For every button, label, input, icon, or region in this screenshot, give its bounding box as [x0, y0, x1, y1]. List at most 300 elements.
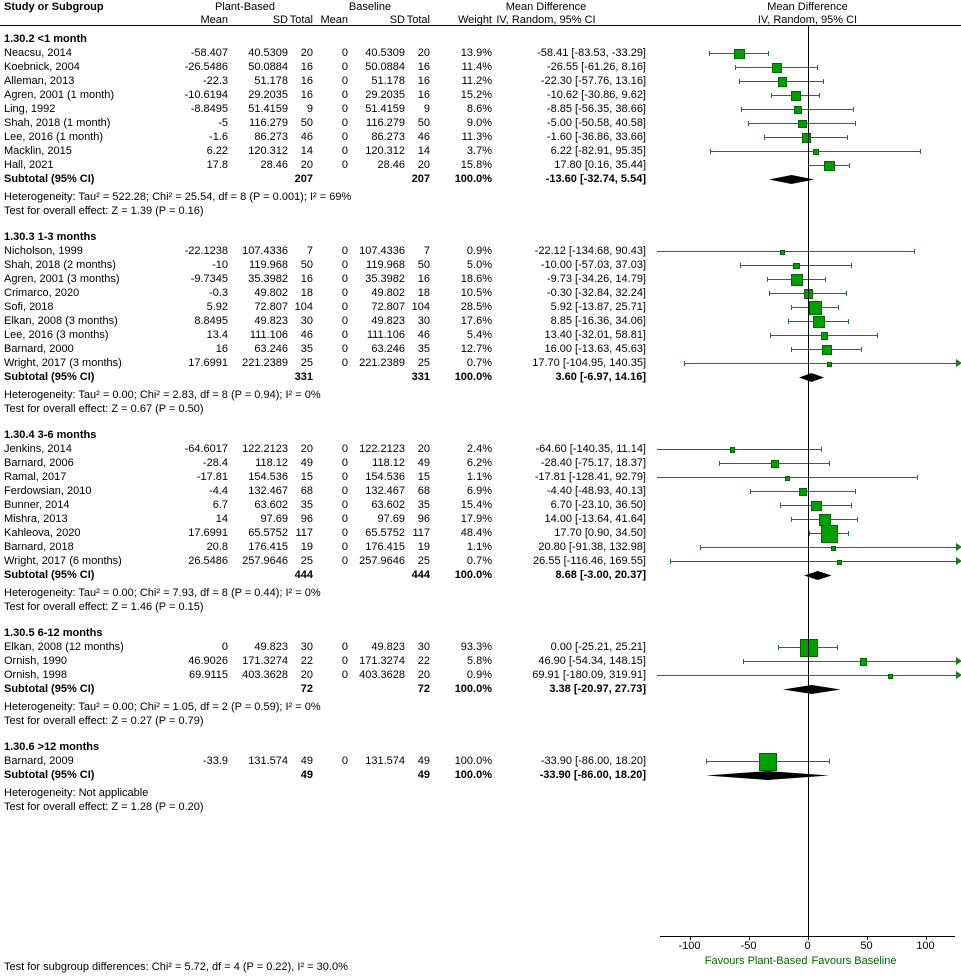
- group-header-plant-based: Plant-Based: [215, 1, 275, 13]
- subtotal-effect-ci: 3.38 [-20.97, 27.73]: [549, 683, 646, 695]
- study-total-baseline: 117: [412, 527, 430, 539]
- study-total: 16: [300, 75, 313, 87]
- study-total-baseline: 35: [417, 343, 430, 355]
- study-name: Alleman, 2013: [4, 75, 75, 87]
- study-weight: 10.5%: [460, 287, 492, 299]
- study-effect-ci: -22.30 [-57.76, 13.16]: [540, 75, 646, 87]
- study-weight: 0.7%: [466, 555, 492, 567]
- point-estimate: [772, 63, 781, 72]
- ci-arrow-right: [956, 671, 961, 679]
- col-header-sd2: SD: [389, 14, 405, 26]
- ci-cap-left: [791, 347, 792, 352]
- study-mean: 6.22: [206, 145, 228, 157]
- ci-cap-left: [719, 461, 720, 466]
- ci-cap-right: [914, 249, 915, 254]
- ci-cap-right: [825, 277, 826, 282]
- subtotal-label: Subtotal (95% CI): [4, 683, 95, 695]
- subtotal-total: 444: [294, 569, 313, 581]
- study-mean: 6.7: [212, 499, 228, 511]
- subgroup-label-4: 1.30.6 >12 months: [4, 741, 100, 753]
- study-total-baseline: 16: [417, 75, 430, 87]
- study-mean: -4.4: [209, 485, 228, 497]
- study-sd: 49.823: [254, 315, 288, 327]
- study-mean: -64.6017: [184, 443, 228, 455]
- axis-tick-label: -100: [678, 940, 701, 952]
- study-sd: 28.46: [260, 159, 288, 171]
- study-mean-baseline: 0: [341, 159, 348, 171]
- study-total-baseline: 25: [417, 555, 430, 567]
- study-mean: -9.7345: [190, 273, 228, 285]
- heterogeneity-text: Heterogeneity: Not applicable: [4, 787, 149, 799]
- study-effect-ci: -64.60 [-140.35, 11.14]: [535, 443, 646, 455]
- heterogeneity-text: Heterogeneity: Tau² = 0.00; Chi² = 7.93, df = 8 (P = 0.44); I² = 0%: [4, 587, 321, 599]
- study-mean-baseline: 0: [341, 329, 348, 341]
- study-total: 96: [300, 513, 313, 525]
- study-mean: -10.6194: [184, 89, 228, 101]
- study-total-baseline: 50: [417, 259, 430, 271]
- axis-tick-label: 0: [804, 940, 811, 952]
- ci-line: [657, 449, 821, 450]
- study-effect-ci: -8.85 [-56.35, 38.66]: [546, 103, 646, 115]
- study-weight: 6.9%: [466, 485, 492, 497]
- study-sd: 63.602: [254, 499, 288, 511]
- ci-cap-right: [848, 319, 849, 324]
- subtotal-diamond: [797, 372, 826, 383]
- study-total: 16: [300, 273, 313, 285]
- study-sd: 97.69: [260, 513, 288, 525]
- study-total: 20: [300, 669, 313, 681]
- subtotal-effect-ci: -13.60 [-32.74, 5.54]: [545, 173, 646, 185]
- col-header-sd: SD: [272, 14, 288, 26]
- study-sd-baseline: 50.0884: [365, 61, 405, 73]
- study-sd: 49.823: [254, 641, 288, 653]
- study-name: Agren, 2001 (3 months): [4, 273, 120, 285]
- study-sd: 63.246: [254, 343, 288, 355]
- ci-cap-left: [739, 79, 740, 84]
- study-mean-baseline: 0: [341, 117, 348, 129]
- study-sd: 111.106: [249, 329, 288, 341]
- subtotal-total: 72: [300, 683, 313, 695]
- study-sd: 154.536: [248, 471, 288, 483]
- study-weight: 11.3%: [461, 131, 492, 143]
- study-total-baseline: 50: [417, 117, 430, 129]
- subgroup-differences-test: Test for subgroup differences: Chi² = 5.72, df = 4 (P = 0.22), I² = 30.0%: [4, 961, 348, 973]
- study-name: Barnard, 2009: [4, 755, 74, 767]
- col-header-mean: Mean: [200, 14, 228, 26]
- study-mean-baseline: 0: [341, 499, 348, 511]
- study-sd: 86.273: [254, 131, 288, 143]
- study-weight: 48.4%: [460, 527, 492, 539]
- study-mean-baseline: 0: [341, 457, 348, 469]
- study-mean: -28.4: [202, 457, 228, 469]
- study-name: Kahleova, 2020: [4, 527, 81, 539]
- ci-line: [684, 363, 958, 364]
- study-weight: 0.9%: [466, 245, 492, 257]
- point-estimate: [831, 546, 836, 551]
- subgroup-label-1: 1.30.3 1-3 months: [4, 231, 97, 243]
- study-mean: -10: [212, 259, 228, 271]
- study-sd-baseline: 257.9646: [359, 555, 405, 567]
- study-weight: 12.7%: [460, 343, 492, 355]
- study-sd: 50.0884: [248, 61, 288, 73]
- study-sd-baseline: 63.602: [371, 499, 405, 511]
- study-sd-baseline: 72.807: [371, 301, 405, 313]
- study-mean-baseline: 0: [341, 471, 348, 483]
- study-mean-baseline: 0: [341, 287, 348, 299]
- study-sd: 116.279: [249, 117, 288, 129]
- ci-cap-right: [851, 503, 852, 508]
- subtotal-label: Subtotal (95% CI): [4, 173, 95, 185]
- overall-effect-test: Test for overall effect: Z = 1.46 (P = 0.15): [4, 601, 204, 613]
- study-sd-baseline: 86.273: [371, 131, 405, 143]
- header-rule: [0, 25, 961, 26]
- point-estimate: [771, 460, 778, 467]
- subgroup-label-3: 1.30.5 6-12 months: [4, 627, 103, 639]
- study-weight: 15.8%: [460, 159, 492, 171]
- study-weight: 28.5%: [460, 301, 492, 313]
- study-name: Jenkins, 2014: [4, 443, 72, 455]
- study-name: Wright, 2017 (6 months): [4, 555, 122, 567]
- study-effect-ci: -4.40 [-48.93, 40.13]: [546, 485, 646, 497]
- study-weight: 13.9%: [460, 47, 492, 59]
- ci-cap-right: [821, 447, 822, 452]
- study-weight: 5.0%: [466, 259, 492, 271]
- study-effect-ci: 16.00 [-13.63, 45.63]: [544, 343, 646, 355]
- study-name: Macklin, 2015: [4, 145, 72, 157]
- ci-line: [743, 661, 958, 662]
- ci-cap-right: [768, 51, 769, 56]
- ci-cap-left: [788, 319, 789, 324]
- subtotal-weight: 100.0%: [454, 569, 492, 581]
- study-total-baseline: 19: [417, 541, 430, 553]
- ci-cap-right: [817, 65, 818, 70]
- study-sd: 119.968: [249, 259, 288, 271]
- ci-cap-right: [819, 93, 820, 98]
- study-total: 117: [295, 527, 313, 539]
- study-mean: -8.8495: [190, 103, 228, 115]
- study-mean-baseline: 0: [341, 89, 348, 101]
- ci-cap-left: [741, 107, 742, 112]
- point-estimate: [793, 263, 800, 270]
- study-effect-ci: -1.60 [-36.86, 33.66]: [546, 131, 646, 143]
- ci-cap-right: [849, 163, 850, 168]
- study-name: Wright, 2017 (3 months): [4, 357, 122, 369]
- study-effect-ci: -10.62 [-30.86, 9.62]: [546, 89, 646, 101]
- ci-cap-left: [684, 361, 685, 366]
- ci-cap-left: [709, 51, 710, 56]
- favours-left-label: Favours Plant-Based: [704, 955, 808, 967]
- study-mean-baseline: 0: [341, 75, 348, 87]
- study-weight: 8.6%: [466, 103, 492, 115]
- study-mean-baseline: 0: [341, 527, 348, 539]
- study-name: Bunner, 2014: [4, 499, 70, 511]
- study-total: 46: [300, 329, 313, 341]
- subtotal-total-baseline: 331: [411, 371, 430, 383]
- study-total-baseline: 18: [417, 287, 430, 299]
- study-weight: 3.7%: [466, 145, 492, 157]
- col-header-weight: Weight: [457, 14, 492, 26]
- study-sd-baseline: 176.415: [365, 541, 405, 553]
- study-name: Barnard, 2000: [4, 343, 74, 355]
- ci-line: [657, 251, 914, 252]
- forest-header-title: Mean Difference: [767, 1, 848, 13]
- subtotal-total: 49: [300, 769, 313, 781]
- subtotal-label: Subtotal (95% CI): [4, 569, 95, 581]
- study-sd-baseline: 111.106: [366, 329, 405, 341]
- ci-cap-left: [710, 149, 711, 154]
- study-effect-ci: 14.00 [-13.64, 41.64]: [544, 513, 646, 525]
- study-name: Hall, 2021: [4, 159, 54, 171]
- study-sd: 131.574: [248, 755, 288, 767]
- ci-cap-left: [780, 503, 781, 508]
- study-effect-ci: 13.40 [-32.01, 58.81]: [544, 329, 646, 341]
- ci-cap-right: [853, 107, 854, 112]
- study-total: 49: [300, 755, 313, 767]
- ci-cap-left: [735, 65, 736, 70]
- study-sd-baseline: 132.467: [365, 485, 405, 497]
- study-total-baseline: 22: [417, 655, 430, 667]
- study-mean: -33.9: [202, 755, 228, 767]
- subtotal-weight: 100.0%: [454, 683, 492, 695]
- study-mean: 13.4: [206, 329, 228, 341]
- study-mean: 69.9115: [189, 669, 228, 681]
- study-total: 14: [300, 145, 313, 157]
- subtotal-total-baseline: 207: [411, 173, 430, 185]
- heterogeneity-text: Heterogeneity: Tau² = 0.00; Chi² = 2.83, df = 8 (P = 0.94); I² = 0%: [4, 389, 321, 401]
- point-estimate: [813, 316, 824, 327]
- study-mean-baseline: 0: [341, 259, 348, 271]
- study-sd: 403.3628: [242, 669, 288, 681]
- study-sd: 122.2123: [242, 443, 288, 455]
- study-total-baseline: 16: [417, 61, 430, 73]
- study-mean: -58.407: [190, 47, 228, 59]
- study-total-baseline: 20: [417, 47, 430, 59]
- study-name: Ling, 1992: [4, 103, 56, 115]
- ci-cap-left: [670, 559, 671, 564]
- study-mean: -22.3: [202, 75, 228, 87]
- subtotal-label: Subtotal (95% CI): [4, 371, 95, 383]
- point-estimate: [791, 274, 802, 285]
- study-effect-ci: -58.41 [-83.53, -33.29]: [537, 47, 646, 59]
- ci-cap-left: [750, 489, 751, 494]
- ci-cap-right: [846, 291, 847, 296]
- study-mean-baseline: 0: [341, 655, 348, 667]
- ci-cap-right: [920, 149, 921, 154]
- point-estimate: [821, 332, 828, 339]
- group-header-baseline: Baseline: [348, 1, 392, 13]
- point-estimate: [824, 161, 835, 172]
- study-name: Barnard, 2018: [4, 541, 74, 553]
- study-total-baseline: 49: [417, 457, 430, 469]
- subgroup-label-2: 1.30.4 3-6 months: [4, 429, 97, 441]
- forest-header-sub: IV, Random, 95% CI: [757, 14, 858, 26]
- study-sd: 51.4159: [248, 103, 288, 115]
- study-name: Nicholson, 1999: [4, 245, 83, 257]
- study-weight: 0.9%: [466, 669, 492, 681]
- study-sd-baseline: 154.536: [365, 471, 405, 483]
- study-total: 30: [300, 641, 313, 653]
- study-total-baseline: 46: [417, 329, 430, 341]
- study-effect-ci: 8.85 [-16.36, 34.06]: [550, 315, 646, 327]
- study-name: Neacsu, 2014: [4, 47, 72, 59]
- study-total-baseline: 14: [417, 145, 430, 157]
- study-effect-ci: 17.70 [-104.95, 140.35]: [532, 357, 646, 369]
- study-mean: 17.6991: [188, 527, 228, 539]
- study-total-baseline: 15: [417, 471, 430, 483]
- study-mean: 17.6991: [188, 357, 228, 369]
- ci-cap-left: [700, 545, 701, 550]
- study-total-baseline: 16: [417, 89, 430, 101]
- favours-right-label: Favours Baseline: [811, 955, 897, 967]
- ci-cap-right: [829, 461, 830, 466]
- point-estimate: [734, 49, 744, 59]
- study-total: 20: [300, 443, 313, 455]
- point-estimate: [730, 447, 735, 452]
- point-estimate: [794, 106, 802, 114]
- study-effect-ci: 46.90 [-54.34, 148.15]: [538, 655, 646, 667]
- study-sd: 40.5309: [248, 47, 288, 59]
- subtotal-weight: 100.0%: [454, 371, 492, 383]
- study-weight: 9.0%: [466, 117, 492, 129]
- study-weight: 15.4%: [460, 499, 492, 511]
- point-estimate: [809, 301, 823, 315]
- study-name: Mishra, 2013: [4, 513, 68, 525]
- study-effect-ci: -9.73 [-34.26, 14.79]: [546, 273, 646, 285]
- subtotal-effect-ci: -33.90 [-86.00, 18.20]: [539, 769, 646, 781]
- study-sd: 29.2035: [248, 89, 288, 101]
- ci-cap-left: [771, 93, 772, 98]
- study-total: 68: [300, 485, 313, 497]
- study-sd-baseline: 116.279: [366, 117, 405, 129]
- ci-cap-left: [767, 277, 768, 282]
- ci-cap-left: [743, 659, 744, 664]
- study-total-baseline: 68: [417, 485, 430, 497]
- point-estimate: [785, 476, 790, 481]
- study-weight: 15.2%: [460, 89, 492, 101]
- study-mean-baseline: 0: [341, 357, 348, 369]
- study-sd: 120.312: [248, 145, 288, 157]
- study-sd-baseline: 28.46: [377, 159, 405, 171]
- ci-arrow-right: [956, 557, 961, 565]
- study-sd-baseline: 49.823: [371, 641, 405, 653]
- study-total: 16: [300, 89, 313, 101]
- ci-cap-right: [848, 531, 849, 536]
- study-effect-ci: 0.00 [-25.21, 25.21]: [550, 641, 646, 653]
- study-mean-baseline: 0: [341, 555, 348, 567]
- study-mean: 0: [221, 641, 228, 653]
- study-total-baseline: 30: [417, 315, 430, 327]
- study-weight: 93.3%: [460, 641, 492, 653]
- effect-header-sub: IV, Random, 95% CI: [496, 14, 596, 26]
- study-total-baseline: 16: [417, 273, 430, 285]
- ci-cap-right: [877, 333, 878, 338]
- study-mean: 20.8: [206, 541, 228, 553]
- study-sd-baseline: 221.2389: [359, 357, 405, 369]
- study-name: Ferdowsian, 2010: [4, 485, 92, 497]
- study-total: 35: [300, 499, 313, 511]
- study-total: 46: [300, 131, 313, 143]
- point-estimate: [802, 133, 811, 142]
- study-sd-baseline: 403.3628: [359, 669, 405, 681]
- subtotal-diamond: [781, 684, 842, 695]
- ci-cap-left: [706, 759, 707, 764]
- col-header-total: Total: [289, 14, 313, 26]
- study-effect-ci: 17.80 [0.16, 35.44]: [554, 159, 646, 171]
- study-sd: 176.415: [248, 541, 288, 553]
- point-estimate: [798, 120, 807, 129]
- study-mean: -0.3: [209, 287, 228, 299]
- study-mean-baseline: 0: [341, 669, 348, 681]
- study-mean-baseline: 0: [341, 145, 348, 157]
- ci-cap-left: [791, 305, 792, 310]
- overall-effect-test: Test for overall effect: Z = 0.67 (P = 0.50): [4, 403, 204, 415]
- study-effect-ci: 26.55 [-116.46, 169.55]: [533, 555, 646, 567]
- study-total: 9: [306, 103, 313, 115]
- axis-tick-label: -50: [740, 940, 757, 952]
- study-mean: -26.5486: [184, 61, 228, 73]
- study-mean-baseline: 0: [341, 755, 348, 767]
- study-total-baseline: 25: [417, 357, 430, 369]
- study-weight: 0.7%: [466, 357, 492, 369]
- axis-tick-label: 100: [916, 940, 935, 952]
- study-effect-ci: 6.22 [-82.91, 95.35]: [550, 145, 646, 157]
- study-total-baseline: 35: [417, 499, 430, 511]
- study-name: Lee, 2016 (3 months): [4, 329, 109, 341]
- study-effect-ci: -26.55 [-61.26, 8.16]: [546, 61, 646, 73]
- study-weight: 6.2%: [466, 457, 492, 469]
- study-effect-ci: 17.70 [0.90, 34.50]: [554, 527, 646, 539]
- study-total: 50: [300, 117, 313, 129]
- ci-arrow-right: [956, 657, 961, 665]
- study-sd-baseline: 171.3274: [359, 655, 405, 667]
- study-sd-baseline: 40.5309: [365, 47, 405, 59]
- study-sd: 51.178: [254, 75, 288, 87]
- subtotal-total-baseline: 444: [411, 569, 430, 581]
- subtotal-total: 331: [294, 371, 313, 383]
- ci-cap-left: [791, 517, 792, 522]
- ci-cap-right: [855, 121, 856, 126]
- ci-cap-right: [837, 645, 838, 650]
- subtotal-total-baseline: 49: [417, 769, 430, 781]
- study-total-baseline: 20: [417, 669, 430, 681]
- study-sd-baseline: 122.2123: [359, 443, 405, 455]
- study-effect-ci: -28.40 [-75.17, 18.37]: [540, 457, 646, 469]
- study-mean-baseline: 0: [341, 485, 348, 497]
- study-total: 25: [300, 555, 313, 567]
- study-mean: 46.9026: [188, 655, 228, 667]
- study-weight: 5.8%: [466, 655, 492, 667]
- study-sd-baseline: 107.4336: [359, 245, 405, 257]
- ci-cap-right: [861, 347, 862, 352]
- study-weight: 11.4%: [461, 61, 492, 73]
- study-mean: -5: [218, 117, 228, 129]
- study-sd-baseline: 118.12: [372, 457, 405, 469]
- subgroup-label-0: 1.30.2 <1 month: [4, 33, 87, 45]
- ci-cap-right: [851, 263, 852, 268]
- ci-cap-left: [778, 645, 779, 650]
- point-estimate: [837, 560, 842, 565]
- study-mean-baseline: 0: [341, 245, 348, 257]
- study-mean-baseline: 0: [341, 103, 348, 115]
- study-sd-baseline: 97.69: [377, 513, 405, 525]
- study-total: 19: [300, 541, 313, 553]
- study-weight: 1.1%: [466, 541, 492, 553]
- point-estimate: [888, 674, 893, 679]
- study-name: Shah, 2018 (2 months): [4, 259, 116, 271]
- ci-cap-right: [829, 759, 830, 764]
- study-effect-ci: -17.81 [-128.41, 92.79]: [534, 471, 646, 483]
- study-total-baseline: 49: [417, 755, 430, 767]
